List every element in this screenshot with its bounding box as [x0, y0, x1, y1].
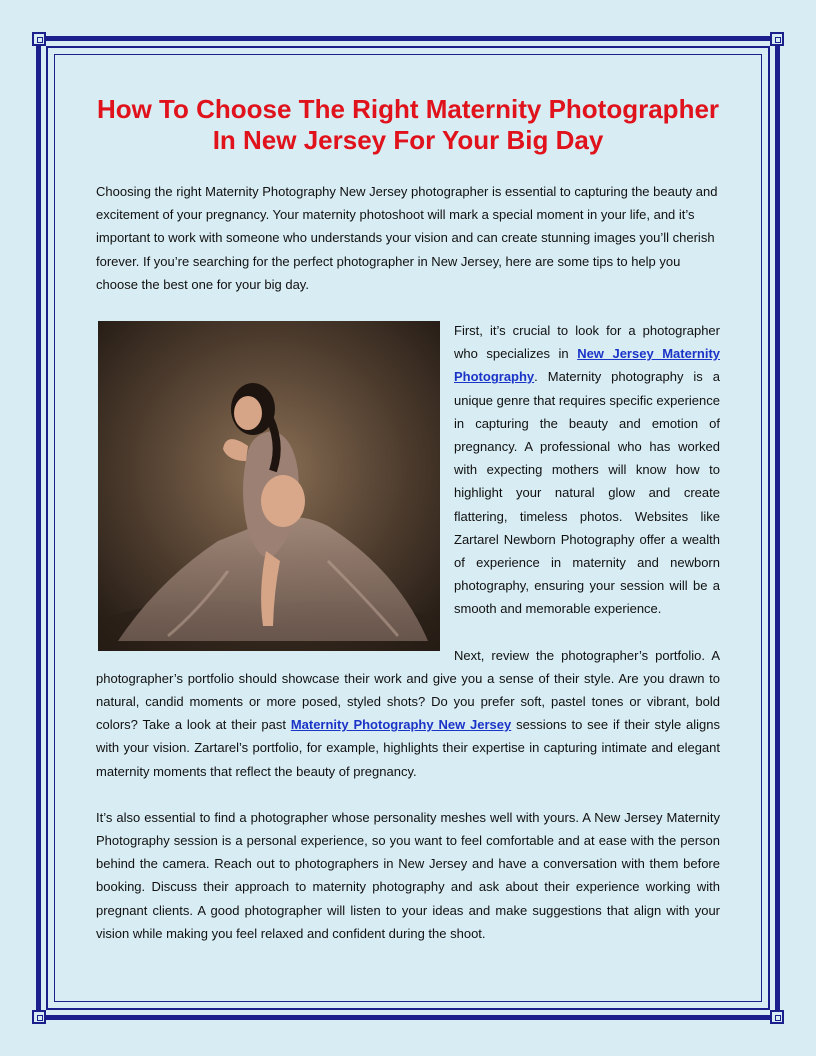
- border-corner-ornament: [770, 1010, 784, 1024]
- portfolio-paragraph: [96, 644, 720, 783]
- personality-paragraph: It’s also essential to find a photographer whose personality meshes well with yours. A New Jersey Maternity Photography session is a personal experience, so you want to feel comfortable and at ease with the person behind the camera. Reach out to photographers in New Jersey and have a conversation with them before booking. Discuss their approach to maternity photography and ask about their experience working with pregnant clients. A good photographer will listen to your ideas and make suggestions that align with your vision while making you feel relaxed and confident during the shoot.: [96, 809, 720, 941]
- paragraph-text: Next, review the photographer’s portfolio. A photographer’s portfolio should showcase their work and give you a sense of their style. Are you drawn to natural, candid moments or more posed, styled shots? Do you prefer soft, pastel tones or vibrant, bold colors? Take a look at their past: [96, 647, 720, 733]
- article-title: How To Choose The Right Maternity Photographer In New Jersey For Your Big Day: [96, 94, 720, 155]
- new-jersey-maternity-photography-link[interactable]: New Jersey Maternity Photography: [454, 346, 721, 385]
- border-corner-ornament: [770, 32, 784, 46]
- maternity-photography-new-jersey-link[interactable]: Maternity Photography New Jersey: [290, 717, 512, 733]
- maternity-photo: [98, 321, 440, 651]
- article-body: [96, 94, 720, 968]
- border-corner-ornament: [32, 1010, 46, 1024]
- border-corner-ornament: [32, 32, 46, 46]
- paragraph-text: sessions to see if their style aligns with your vision. Zartarel’s portfolio, for example, highlights their expertise in capturing intimate and elegant maternity moments that reflect the beauty of pregnancy.: [96, 717, 720, 779]
- paragraph-text: . Maternity photography is a unique genre that requires specific experience in capturing the beauty and emotion of pregnancy. A professional who has worked with expecting mothers will know how to highlight your natural glow and create flattering, timeless photos. Websites like Zartarel Newborn Photography offer a wealth of experience in maternity and newborn photography, ensuring your session will be a smooth and memorable experience.: [454, 369, 720, 617]
- paragraph-text: First, it’s crucial to look for a photographer who specializes in: [454, 323, 720, 362]
- intro-paragraph: Choosing the right Maternity Photography New Jersey photographer is essential to capturing the beauty and excitement of your pregnancy. Your maternity photoshoot will mark a special moment in your life, and it’s important to work with someone who understands your vision and can create stunning images you’ll cherish forever. If you’re searching for the perfect photographer in New Jersey, here are some tips to help you choose the best one for your big day.: [96, 184, 718, 292]
